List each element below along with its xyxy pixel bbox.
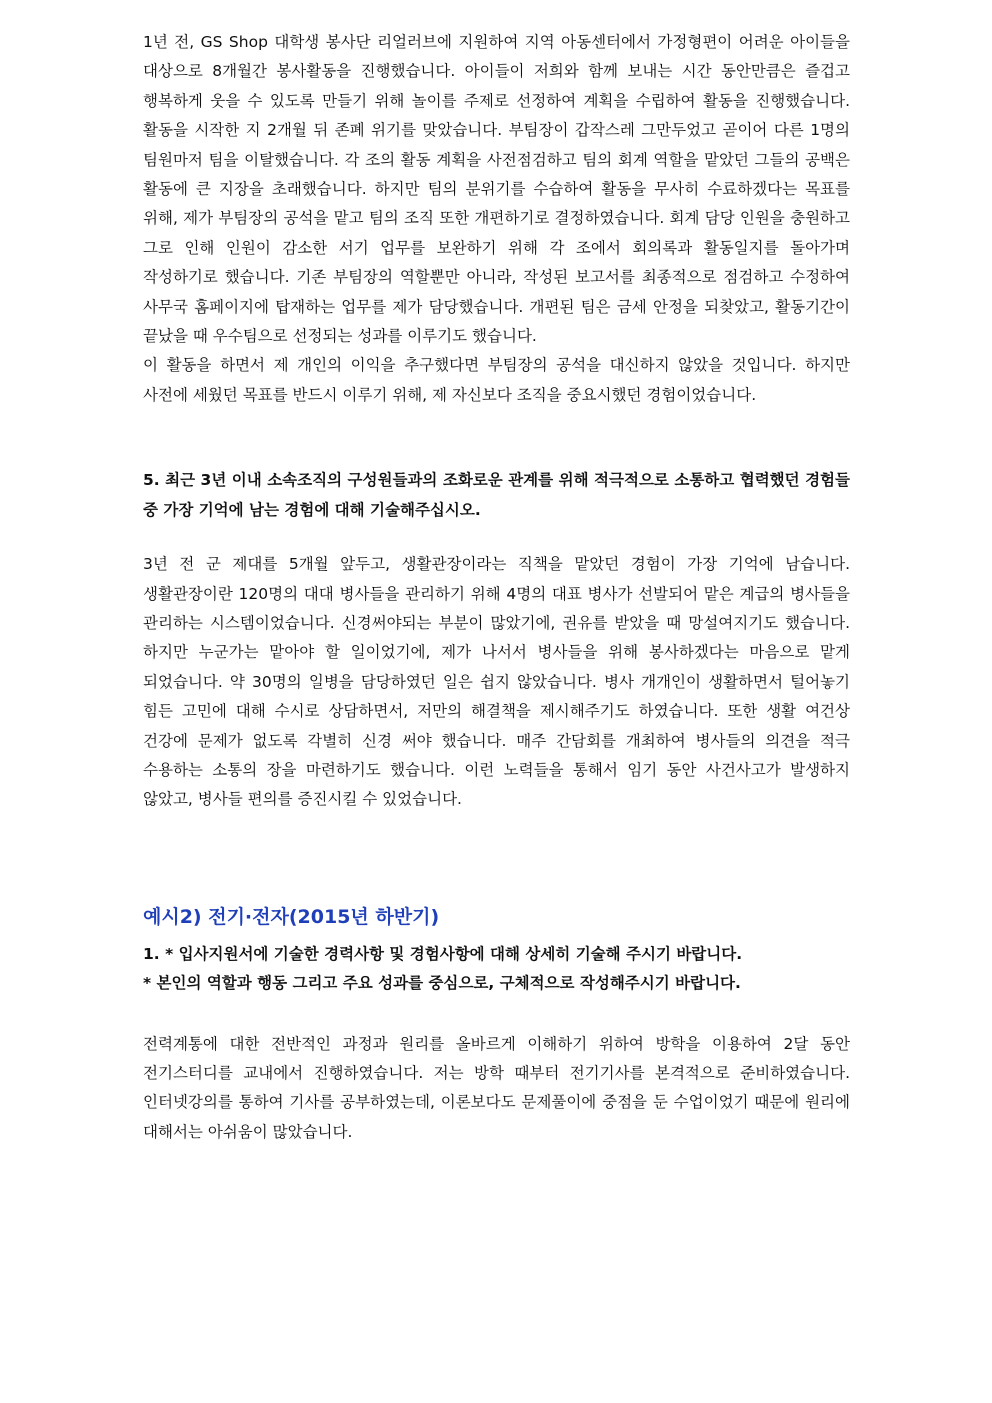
spacer — [143, 815, 850, 902]
question-1 — [143, 940, 850, 999]
answer-paragraph: 3년 전 군 제대를 5개월 앞두고, 생활관장이라는 직책을 맡았던 경험이 가장 기억에 남습니다. 생활관장이란 120명의 대대 병사들을 관리하기 위해 4명의 대표 병사가 선발되어 맡은 계급의 병사들을 관리하는 시스템이었습니다. 신경써야되는 부분이 많았기에, 권유를 받았을 때 망설여지기도 했습니다. 하지만 누군가는 맡아야 할 일이었기에, 제가 나서서 병사들을 위해 봉사하겠다는 마음으로 맡게 되었습니다. 약 30명의 일병을 담당하였던 일은 쉽지 않았습니다. 병사 개개인이 생활하면서 털어놓기 힘든 고민에 대해 수시로 상담하면서, 저만의 해결책을 제시해주기도 하였습니다. 또한 생활 여건상 건강에 문제가 없도록 각별히 신경 써야 했습니다. 매주 간담회를 개최하여 병사들의 의견을 적극 수용하는 소통의 장을 마련하기도 했습니다. 이런 노력들을 통해서 임기 동안 사건사고가 발생하지 않았고, 병사들 편의를 증진시킬 수 있었습니다. — [143, 555, 850, 809]
question-line: 5. 최근 3년 이내 소속조직의 구성원들과의 조화로운 관계를 위해 적극적으로 소통하고 협력했던 경험들 중 가장 기억에 남는 경험에 대해 기술해주십시오. — [143, 471, 850, 519]
spacer — [143, 410, 850, 466]
spacer — [143, 999, 850, 1030]
question-line: * 본인의 역할과 행동 그리고 주요 성과를 중심으로, 구체적으로 작성해주시기 바랍니다. — [143, 974, 741, 993]
example-heading: 예시2) 전기·전자(2015년 하반기) — [143, 905, 440, 928]
question-5 — [143, 466, 850, 525]
document-page — [143, 28, 850, 1147]
question-line: 1. * 입사지원서에 기술한 경력사항 및 경험사항에 대해 상세히 기술해 주시기 바랍니다. — [143, 944, 743, 963]
spacer — [143, 525, 850, 550]
answer-paragraph: 전력계통에 대한 전반적인 과정과 원리를 올바르게 이해하기 위하여 방학을 이용하여 2달 동안 전기스터디를 교내에서 진행하였습니다. 저는 방학 때부터 전기기사를 본격적으로 준비하였습니다. 인터넷강의를 통하여 기사를 공부하였는데, 이론보다도 문제풀이에 중점을 둔 수업이었기 때문에 원리에 대해서는 아쉬움이 많았습니다. — [143, 1034, 850, 1141]
answer-paragraph: 1년 전, GS Shop 대학생 봉사단 리얼러브에 지원하여 지역 아동센터에서 가정형편이 어려운 아이들을 대상으로 8개월간 봉사활동을 진행했습니다. 아이들이 저희와 함께 보내는 시간 동안만큼은 즐겁고 행복하게 웃을 수 있도록 만들기 위해 놀이를 주제로 선정하여 계획을 수립하여 활동을 진행했습니다. 활동을 시작한 지 2개월 뒤 존폐 위기를 맞았습니다. 부팀장이 갑작스레 그만두었고 곧이어 다른 1명의 팀원마저 팀을 이탈했습니다. 각 조의 활동 계획을 사전점검하고 팀의 회계 역할을 맡았던 그들의 공백은 활동에 큰 지장을 초래했습니다. 하지만 팀의 분위기를 수습하여 활동을 무사히 수료하겠다는 목표를 위해, 제가 부팀장의 공석을 맡고 팀의 조직 또한 개편하기로 결정하였습니다. 회계 담당 인원을 충원하고 그로 인해 인원이 감소한 서기 업무를 보완하기 위해 각 조에서 회의록과 활동일지를 돌아가며 작성하기로 했습니다. 기존 부팀장의 역할뿐만 아니라, 작성된 보고서를 최종적으로 점검하고 수정하여 사무국 홈페이지에 탑재하는 업무를 제가 담당했습니다. 개편된 팀은 금세 안정을 되찾았고, 활동기간이 끝났을 때 우수팀으로 선정되는 성과를 이루기도 했습니다. — [143, 33, 850, 346]
answer-paragraph: 이 활동을 하면서 제 개인의 이익을 추구했다면 부팀장의 공석을 대신하지 않았을 것입니다. 하지만 사전에 세웠던 목표를 반드시 이루기 위해, 제 자신보다 조직을 중요시했던 경험이었습니다. — [143, 356, 850, 404]
spacer — [143, 932, 850, 940]
